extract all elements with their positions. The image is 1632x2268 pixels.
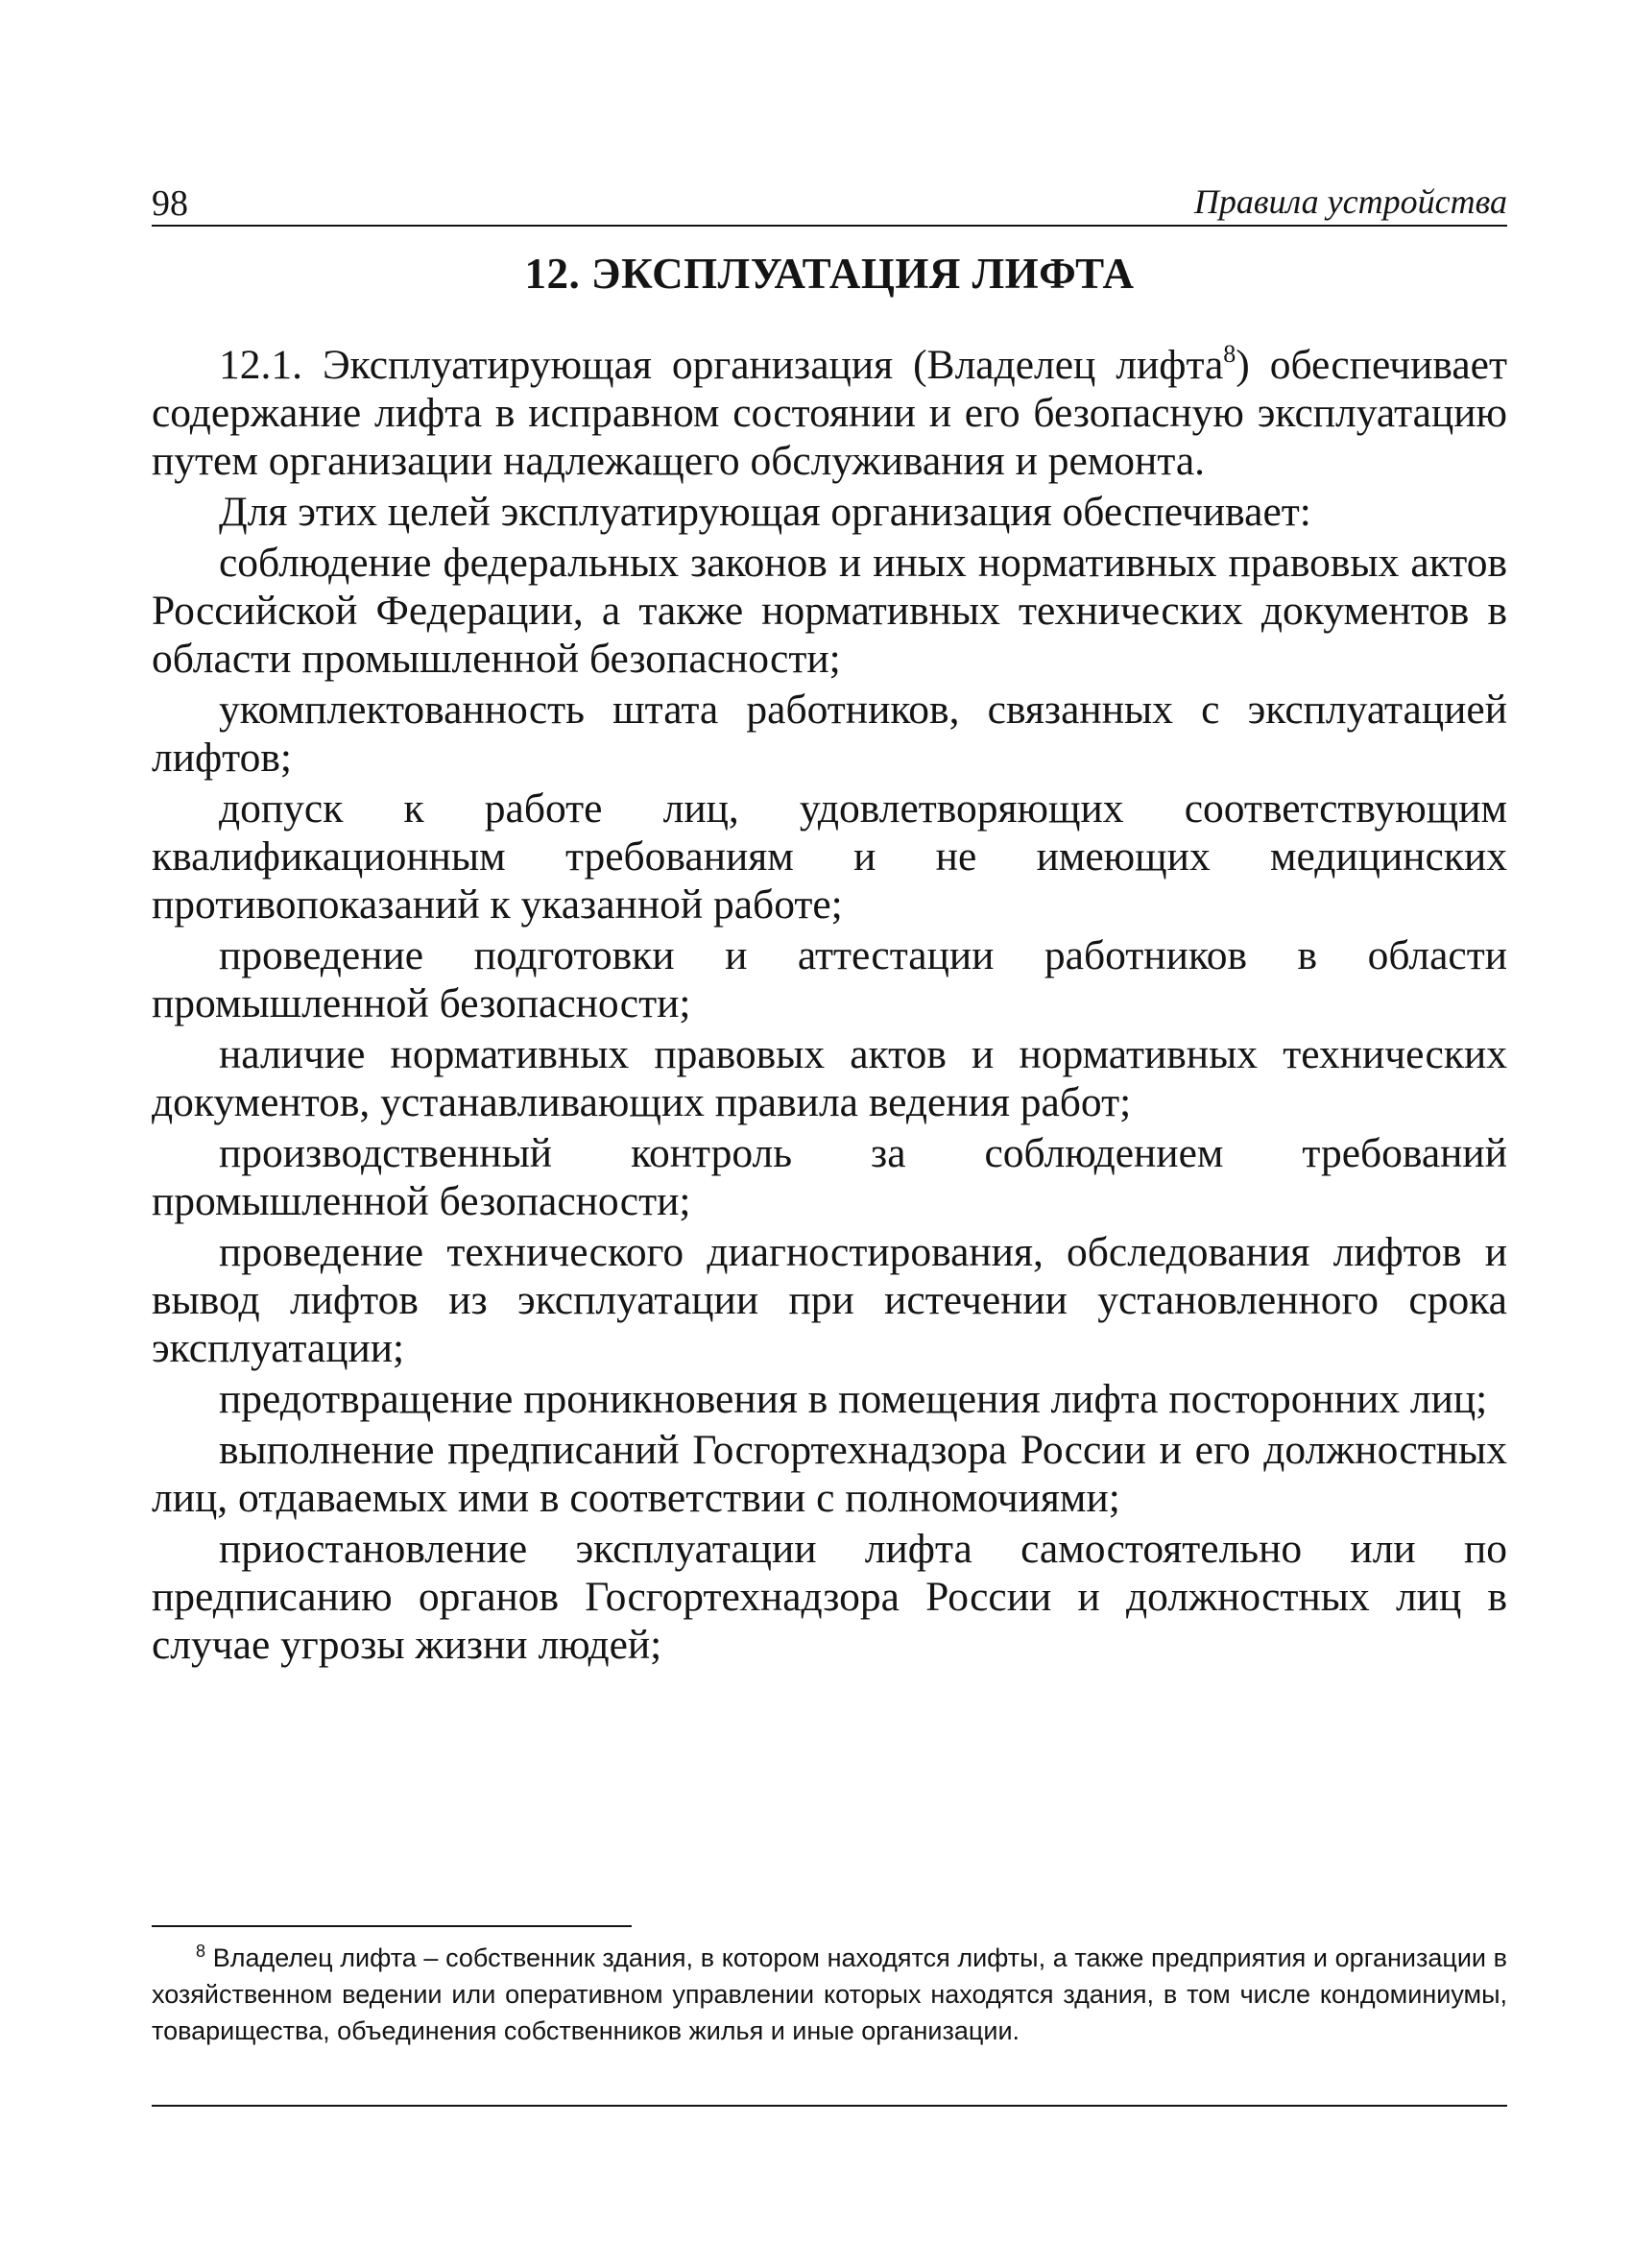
paragraph-12-1 [152, 341, 1507, 485]
body-text [152, 341, 1507, 1672]
list-item: производственный контроль за соблюдением требований промышленной безопасности; [152, 1130, 1507, 1224]
footnote-reference: 8 [1223, 340, 1236, 368]
list-item: проведение подготовки и аттестации работников в области промышленной безопасности; [152, 932, 1507, 1026]
page-number: 98 [152, 183, 188, 224]
lead-paragraph: Для этих целей эксплуатирующая организация обеспечивает: [219, 489, 1311, 535]
list-item: предотвращение проникновения в помещения лифта посторонних лиц; [219, 1376, 1488, 1422]
running-header [152, 179, 1507, 227]
list-item: проведение технического диагностирования, обследования лифтов и вывод лифтов из эксплуатации при истечении установленного срока эксплуатации; [152, 1229, 1507, 1371]
list-item: соблюдение федеральных законов и иных нормативных правовых актов Российской Федерации, а также нормативных технических документов в области промышленной безопасности; [152, 540, 1507, 682]
paragraph-12-1-start: 12.1. Эксплуатирующая организация (Владелец лифта [219, 342, 1224, 388]
footnote-mark: 8 [196, 1942, 206, 1961]
list-item: укомплектованность штата работников, связанных с эксплуатацией лифтов; [152, 687, 1507, 781]
chapter-title: 12. ЭКСПЛУАТАЦИЯ ЛИФТА [524, 250, 1135, 298]
list-item: приостановление эксплуатации лифта самостоятельно или по предписанию органов Госгортехнадзора России и должностных лиц в случае угрозы жизни людей; [152, 1526, 1507, 1668]
bottom-divider [152, 2105, 1507, 2107]
list-item: наличие нормативных правовых актов и нормативных технических документов, устанавливающих правила ведения работ; [152, 1031, 1507, 1125]
paragraph-12-1-end: ) обеспечивает содержание лифта в исправном состоянии и его безопасную эксплуатацию путем организации надлежащего обслуживания и ремонта. [152, 342, 1507, 484]
footnote-divider [152, 1925, 632, 1927]
footnote [152, 1940, 1507, 2049]
list-item: допуск к работе лиц, удовлетворяющих соответствующим квалификационным требованиям и не имеющих медицинских противопоказаний к указанной работе; [152, 785, 1507, 928]
list-item: выполнение предписаний Госгортехнадзора России и его должностных лиц, отдаваемых ими в соответствии с полномочиями; [152, 1427, 1507, 1521]
running-title: Правила устройства [1193, 182, 1507, 221]
footnote-text: Владелец лифта – собственник здания, в котором находятся лифты, а также предприятия и организации в хозяйственном ведении или оперативном управлении которых находятся здания, в том числе кондоминиумы, товарищества, объединения собственников жилья и иные организации. [152, 1943, 1507, 2045]
